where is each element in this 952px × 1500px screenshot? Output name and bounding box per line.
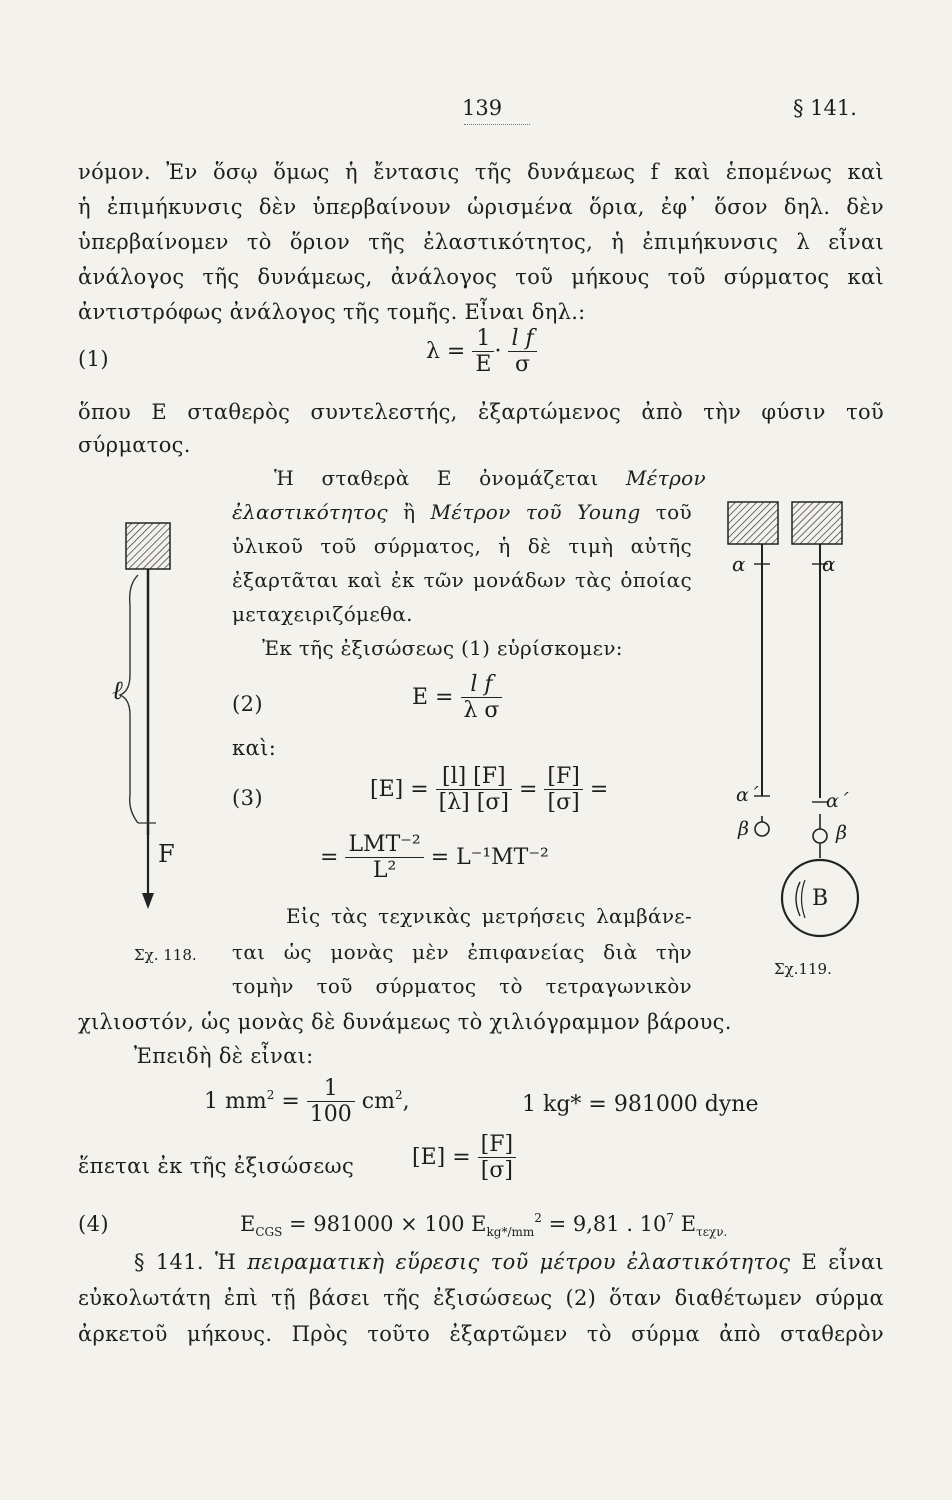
- equation-3: [E] = $\frac{[l] [F]}{[\lambda] [\sigma]}$ = $\frac{[F]}{[\sigma]}$ =: [370, 764, 609, 816]
- col-line-2: ἐλαστικότητος ἢ Μέτρον τοῦ Young τοῦ: [232, 500, 692, 524]
- para4-line-1: § 141. Ἡ πειραματικὴ εὕρεσις τοῦ μέτρου ἐλαστικότητος E εἶναι: [134, 1250, 884, 1274]
- col2-line-2: ται ὡς μονὰς μὲν ἐπιφανείας διὰ τὴν: [232, 940, 692, 964]
- fig119-caption: Σχ.119.: [774, 960, 832, 978]
- kg-equation: 1 kg* = 981000 dyne: [522, 1092, 759, 1117]
- units-equation: 1 $mm^2$ = $\frac{1}{100}$ $cm^2$,: [204, 1076, 410, 1128]
- left-support: [728, 502, 778, 544]
- col-line-6: Ἐκ τῆς ἐξισώσεως (1) εὑρίσκομεν:: [262, 636, 623, 660]
- eq1-fraction-1: $\frac{1}{E}$: [472, 326, 494, 378]
- eq1-fraction-2: $\frac{\text{l f}}{\sigma}$: [508, 326, 536, 378]
- col-line-3: ὑλικοῦ τοῦ σύρματος, ἡ δὲ τιμὴ αὐτῆς: [232, 534, 692, 558]
- equation-1: λ = $\frac{1}{E}$ · $\frac{\text{l f}}{\sigma}$: [426, 326, 537, 378]
- eq4-label: (4): [78, 1212, 109, 1236]
- para1-line-3: ὑπερβαίνομεν τὸ ὅριον τῆς ἐλαστικότητος, ἡ ἐπιμήκυνσις λ εἶναι: [78, 230, 884, 254]
- follows-equation: [E] = $\frac{[F]}{[\sigma]}$: [412, 1132, 516, 1184]
- follows-text: ἕπεται ἐκ τῆς ἐξισώσεως: [78, 1154, 355, 1178]
- eq2-label: (2): [232, 692, 263, 716]
- fig119-beta-right: β: [836, 822, 847, 844]
- para3-line-2: Ἐπειδὴ δὲ εἶναι:: [134, 1044, 314, 1068]
- para1-line-5: ἀντιστρόφως ἀνάλογος τῆς τομῆς. Εἶναι δηλ.:: [78, 300, 586, 324]
- equation-2: E = $\frac{\text{l f}}{\text{λ σ}}$: [412, 672, 502, 724]
- header-rule: [464, 124, 530, 125]
- right-hook: [813, 829, 827, 843]
- para3-line-1: χιλιοστόν, ὡς μονὰς δὲ δυνάμεως τὸ χιλιόγραμμον βάρους.: [78, 1010, 732, 1034]
- col2-line-3: τομὴν τοῦ σύρματος τὸ τετραγωνικὸν: [232, 974, 692, 998]
- right-support: [792, 502, 842, 544]
- para1-line-4: ἀνάλογος τῆς δυνάμεως, ἀνάλογος τοῦ μήκους τοῦ σύρματος καὶ: [78, 265, 884, 289]
- eq1-lhs: λ =: [426, 338, 466, 364]
- equation-4: $E_{CGS} = 981000 \times 100$ $E_{kg*/mm}^2 = 9,81$ . $10^7$ $E_{\tau\varepsilon\chi\nu.}$: [240, 1211, 728, 1240]
- para4-line-3: ἀρκετοῦ μήκους. Πρὸς τοῦτο ἐξαρτῶμεν τὸ σύρμα ἀπὸ σταθερὸν: [78, 1322, 884, 1346]
- fig118-caption: Σχ. 118.: [134, 946, 197, 964]
- col-line-5: μεταχειριζόμεθα.: [232, 602, 413, 626]
- fig118-label-l: ℓ: [112, 676, 123, 706]
- col-line-1: Ἡ σταθερὰ E ὀνομάζεται Μέτρον: [274, 466, 706, 490]
- figure-118: [100, 505, 210, 920]
- fig118-label-F: F: [158, 840, 175, 868]
- page-number: 139: [462, 96, 503, 120]
- fig119-label-B: B: [812, 886, 829, 911]
- left-hook: [755, 822, 769, 836]
- kai-text: καὶ:: [232, 736, 277, 760]
- fig119-alpha-prime-right: α΄: [826, 790, 849, 812]
- fig119-beta-left: β: [738, 818, 749, 840]
- support-block: [126, 523, 170, 569]
- section-ref: § 141.: [793, 96, 857, 120]
- fig119-alpha-left: α: [732, 552, 746, 576]
- eq1-label: (1): [78, 347, 109, 371]
- col2-line-1: Εἰς τὰς τεχνικὰς μετρήσεις λαμβάνε-: [286, 904, 692, 928]
- para2-line-2: σύρματος.: [78, 433, 191, 457]
- para1-line-2: ἡ ἐπιμήκυνσις δὲν ὑπερβαίνουν ὡρισμένα ὅρια, ἐφ᾽ ὅσον δηλ. δὲν: [78, 195, 884, 219]
- fig119-alpha-prime-left: α΄: [736, 784, 759, 806]
- col-line-4: ἐξαρτᾶται καὶ ἐκ τῶν μονάδων τὰς ὁποίας: [232, 568, 692, 592]
- equation-3-continued: = $\frac{\text{LMT⁻²}}{\text{L²}}$ = L⁻¹MT⁻²: [320, 832, 549, 884]
- para1-line-1: νόμον. Ἐν ὅσῳ ὅμως ἡ ἔντασις τῆς δυνάμεως f καὶ ἑπομένως καὶ: [78, 160, 884, 184]
- eq3-label: (3): [232, 786, 263, 810]
- fig119-alpha-right: α: [822, 552, 836, 576]
- para4-line-2: εὐκολωτάτη ἐπὶ τῇ βάσει τῆς ἐξισώσεως (2) ὅταν διαθέτωμεν σύρμα: [78, 1286, 884, 1310]
- para2-line-1: ὅπου E σταθερὸς συντελεστής, ἐξαρτώμενος ἀπὸ τὴν φύσιν τοῦ: [78, 400, 884, 424]
